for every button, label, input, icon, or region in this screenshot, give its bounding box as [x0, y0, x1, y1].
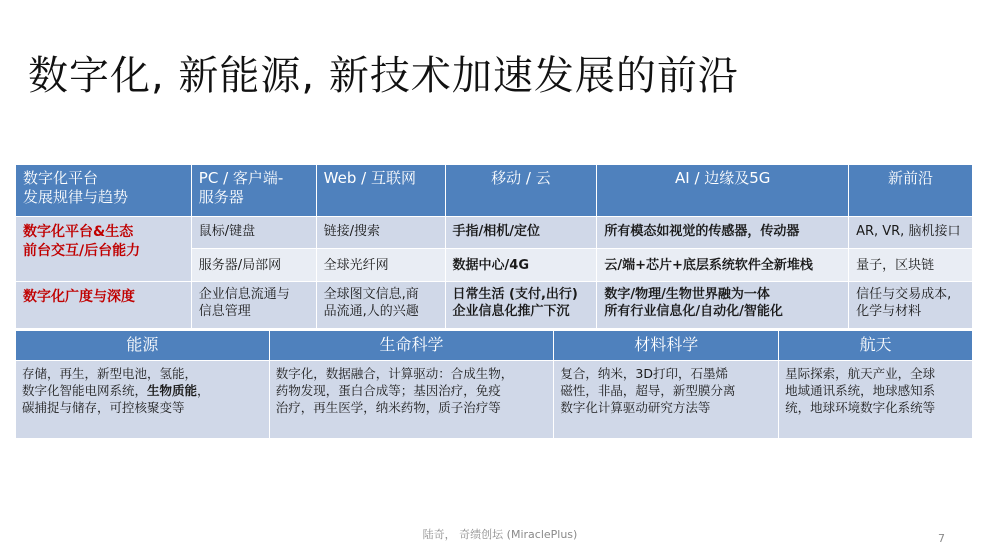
header-aerospace: 航天: [779, 331, 973, 361]
row-label-breadth-depth: 数字化广度与深度: [16, 282, 192, 329]
cell-web-backend: 全球光纤网: [316, 249, 445, 282]
cell-aerospace: 星际探索，航天产业，全球 地域通讯系统，地球感知系 统，地球环境数字化系统等: [779, 361, 973, 439]
header-web-internet: Web / 互联网: [316, 165, 445, 217]
energy-line-1: 存储，再生，新型电池，氢能，: [22, 366, 198, 381]
energy-line-2: 数字化智能电网系统，: [22, 383, 148, 398]
header-life-science: 生命科学: [269, 331, 554, 361]
header-ai-edge-5g: AI / 边缘及5G: [597, 165, 849, 217]
cell-frontier-breadth: 信任与交易成本, 化学与材料: [849, 282, 973, 329]
energy-line-3: 碳捕捉与储存，可控核聚变等: [22, 400, 185, 415]
energy-biomass: 生物质能: [147, 383, 198, 398]
cell-frontier-interaction: AR, VR, 脑机接口: [849, 217, 973, 249]
cell-ai-breadth: 数字/物理/生物世界融为一体 所有行业信息化/自动化/智能化: [597, 282, 849, 329]
cell-ai-backend: 云/端+芯片+底层系统软件全新堆栈: [597, 249, 849, 282]
cell-frontier-backend: 量子，区块链: [849, 249, 973, 282]
cell-pc-backend: 服务器/局部网: [191, 249, 316, 282]
cell-pc-interaction: 鼠标/键盘: [191, 217, 316, 249]
technology-fields-table: [15, 330, 973, 439]
header-energy: 能源: [16, 331, 270, 361]
cell-life-science: 数字化，数据融合，计算驱动：合成生物， 药物发现，蛋白合成等；基因治疗，免疫 治疗，再生医学，纳米药物，质子治疗等: [269, 361, 554, 439]
header-mobile-cloud: 移动 / 云: [445, 165, 597, 217]
page-number: 7: [938, 532, 945, 545]
header-pc-client-server: PC / 客户端- 服务器: [191, 165, 316, 217]
header-trend: 数字化平台 发展规律与趋势: [16, 165, 192, 217]
cell-energy: [16, 361, 270, 439]
cell-ai-interaction: 所有模态如视觉的传感器，传动器: [597, 217, 849, 249]
header-materials-science: 材料科学: [554, 331, 779, 361]
footer-credit: 陆奇， 奇绩创坛 (MiraclePlus): [422, 528, 578, 541]
cell-mobile-breadth: 日常生活 (支付,出行) 企业信息化推广下沉: [445, 282, 597, 329]
cell-pc-breadth: 企业信息流通与 信息管理: [191, 282, 316, 329]
page-title: 数字化, 新能源, 新技术加速发展的前沿: [28, 53, 739, 99]
cell-web-breadth: 全球图文信息,商 品流通,人的兴趣: [316, 282, 445, 329]
row-label-platform-ecosystem: 数字化平台&生态 前台交互/后台能力: [16, 217, 192, 282]
cell-materials-science: 复合，纳米，3D打印，石墨烯 磁性，非晶，超导，新型膜分离 数字化计算驱动研究方法等: [554, 361, 779, 439]
energy-line-2-end: ，: [197, 383, 210, 398]
cell-mobile-interaction: 手指/相机/定位: [445, 217, 597, 249]
cell-mobile-backend: 数据中心/4G: [445, 249, 597, 282]
digital-platform-table: [15, 164, 973, 329]
cell-web-interaction: 链接/搜索: [316, 217, 445, 249]
header-new-frontier: 新前沿: [849, 165, 973, 217]
